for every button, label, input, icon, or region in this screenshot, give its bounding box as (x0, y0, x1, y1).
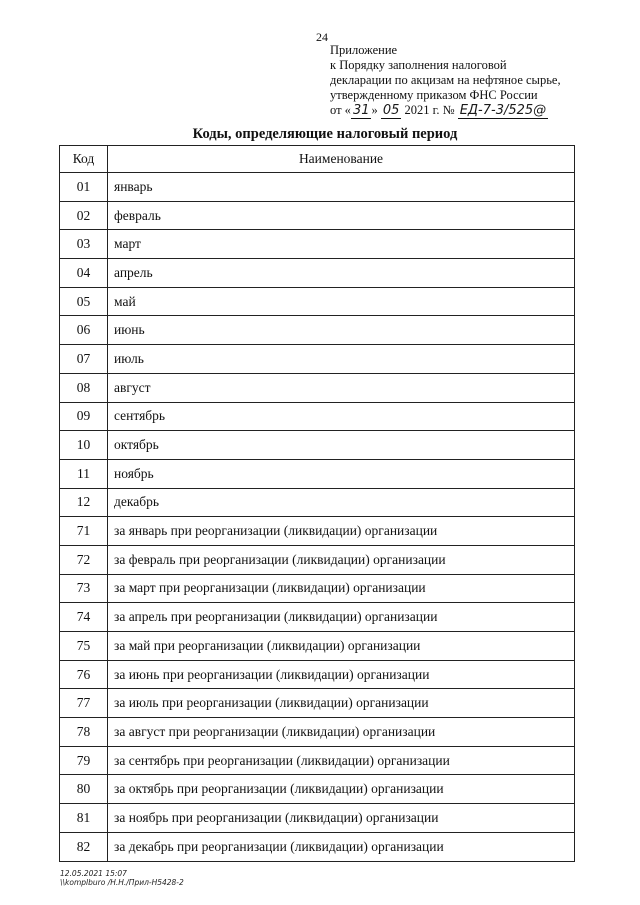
row-code: 03 (60, 230, 108, 259)
row-name: март (108, 230, 575, 259)
table-row (60, 775, 575, 804)
footer-stamp (60, 869, 184, 887)
order-date-line (330, 103, 630, 118)
row-code: 81 (60, 804, 108, 833)
row-code: 78 (60, 718, 108, 747)
table-row (60, 373, 575, 402)
row-code: 71 (60, 517, 108, 546)
row-name: апрель (108, 259, 575, 288)
row-name: июнь (108, 316, 575, 345)
table-row (60, 689, 575, 718)
row-code: 07 (60, 345, 108, 374)
table-row (60, 316, 575, 345)
row-name: за февраль при реорганизации (ликвидации) организации (108, 545, 575, 574)
row-code: 82 (60, 832, 108, 861)
row-code: 73 (60, 574, 108, 603)
table-row (60, 230, 575, 259)
header-code: Код (60, 146, 108, 173)
table-row (60, 746, 575, 775)
row-name: за май при реорганизации (ликвидации) организации (108, 632, 575, 661)
row-name: за январь при реорганизации (ликвидации) организации (108, 517, 575, 546)
table-row (60, 660, 575, 689)
handwritten-month: 05 (382, 103, 400, 118)
footer-timestamp: 12.05.2021 15:07 (60, 869, 127, 878)
row-name: сентябрь (108, 402, 575, 431)
row-code: 10 (60, 431, 108, 460)
table-row (60, 201, 575, 230)
row-code: 06 (60, 316, 108, 345)
row-code: 77 (60, 689, 108, 718)
row-name: за апрель при реорганизации (ликвидации) организации (108, 603, 575, 632)
page-number: 24 (316, 30, 328, 44)
footer-path: \\komplburo /Н.Н./Прил-Н5428-2 (60, 878, 184, 887)
day-suffix: » (371, 103, 378, 117)
annex-line-2: к Порядку заполнения налоговой (330, 58, 507, 72)
table-row (60, 804, 575, 833)
table-row (60, 574, 575, 603)
table-row (60, 402, 575, 431)
row-code: 80 (60, 775, 108, 804)
row-code: 74 (60, 603, 108, 632)
row-code: 12 (60, 488, 108, 517)
table-row (60, 431, 575, 460)
row-name: февраль (108, 201, 575, 230)
annex-line-1: Приложение (330, 43, 398, 57)
row-code: 05 (60, 287, 108, 316)
row-name: за сентябрь при реорганизации (ликвидации) организации (108, 746, 575, 775)
row-code: 11 (60, 459, 108, 488)
row-name: май (108, 287, 575, 316)
handwritten-order-number: ЕД-7-3/525@ (459, 103, 547, 118)
row-name: за декабрь при реорганизации (ликвидации) организации (108, 832, 575, 861)
table-row (60, 545, 575, 574)
row-name: январь (108, 173, 575, 202)
row-code: 02 (60, 201, 108, 230)
row-name: июль (108, 345, 575, 374)
row-code: 75 (60, 632, 108, 661)
row-code: 79 (60, 746, 108, 775)
table-row (60, 718, 575, 747)
table-row (60, 603, 575, 632)
row-code: 01 (60, 173, 108, 202)
header-name: Наименование (108, 146, 575, 173)
table-row (60, 459, 575, 488)
table-row (60, 488, 575, 517)
row-name: октябрь (108, 431, 575, 460)
row-name: декабрь (108, 488, 575, 517)
row-name: август (108, 373, 575, 402)
annex-header (330, 43, 630, 118)
row-code: 76 (60, 660, 108, 689)
handwritten-day: 31 (352, 103, 370, 118)
table-header-row (60, 146, 575, 173)
annex-line-3: декларации по акцизам на нефтяное сырье, (330, 73, 561, 87)
tax-period-codes-table (59, 145, 575, 862)
annex-line-4: утвержденному приказом ФНС России (330, 88, 538, 102)
table-row (60, 287, 575, 316)
table-row (60, 632, 575, 661)
row-name: ноябрь (108, 459, 575, 488)
row-name: за июнь при реорганизации (ликвидации) организации (108, 660, 575, 689)
year-text: 2021 г. № (404, 103, 455, 117)
row-code: 09 (60, 402, 108, 431)
date-prefix: от « (330, 103, 351, 117)
table-row (60, 173, 575, 202)
row-name: за октябрь при реорганизации (ликвидации) организации (108, 775, 575, 804)
row-name: за июль при реорганизации (ликвидации) организации (108, 689, 575, 718)
row-code: 04 (60, 259, 108, 288)
table-row (60, 517, 575, 546)
row-name: за март при реорганизации (ликвидации) организации (108, 574, 575, 603)
table-row (60, 259, 575, 288)
table-row (60, 345, 575, 374)
table-row (60, 832, 575, 861)
row-name: за ноябрь при реорганизации (ликвидации) организации (108, 804, 575, 833)
row-code: 72 (60, 545, 108, 574)
row-name: за август при реорганизации (ликвидации) организации (108, 718, 575, 747)
row-code: 08 (60, 373, 108, 402)
document-title: Коды, определяющие налоговый период (192, 126, 458, 142)
